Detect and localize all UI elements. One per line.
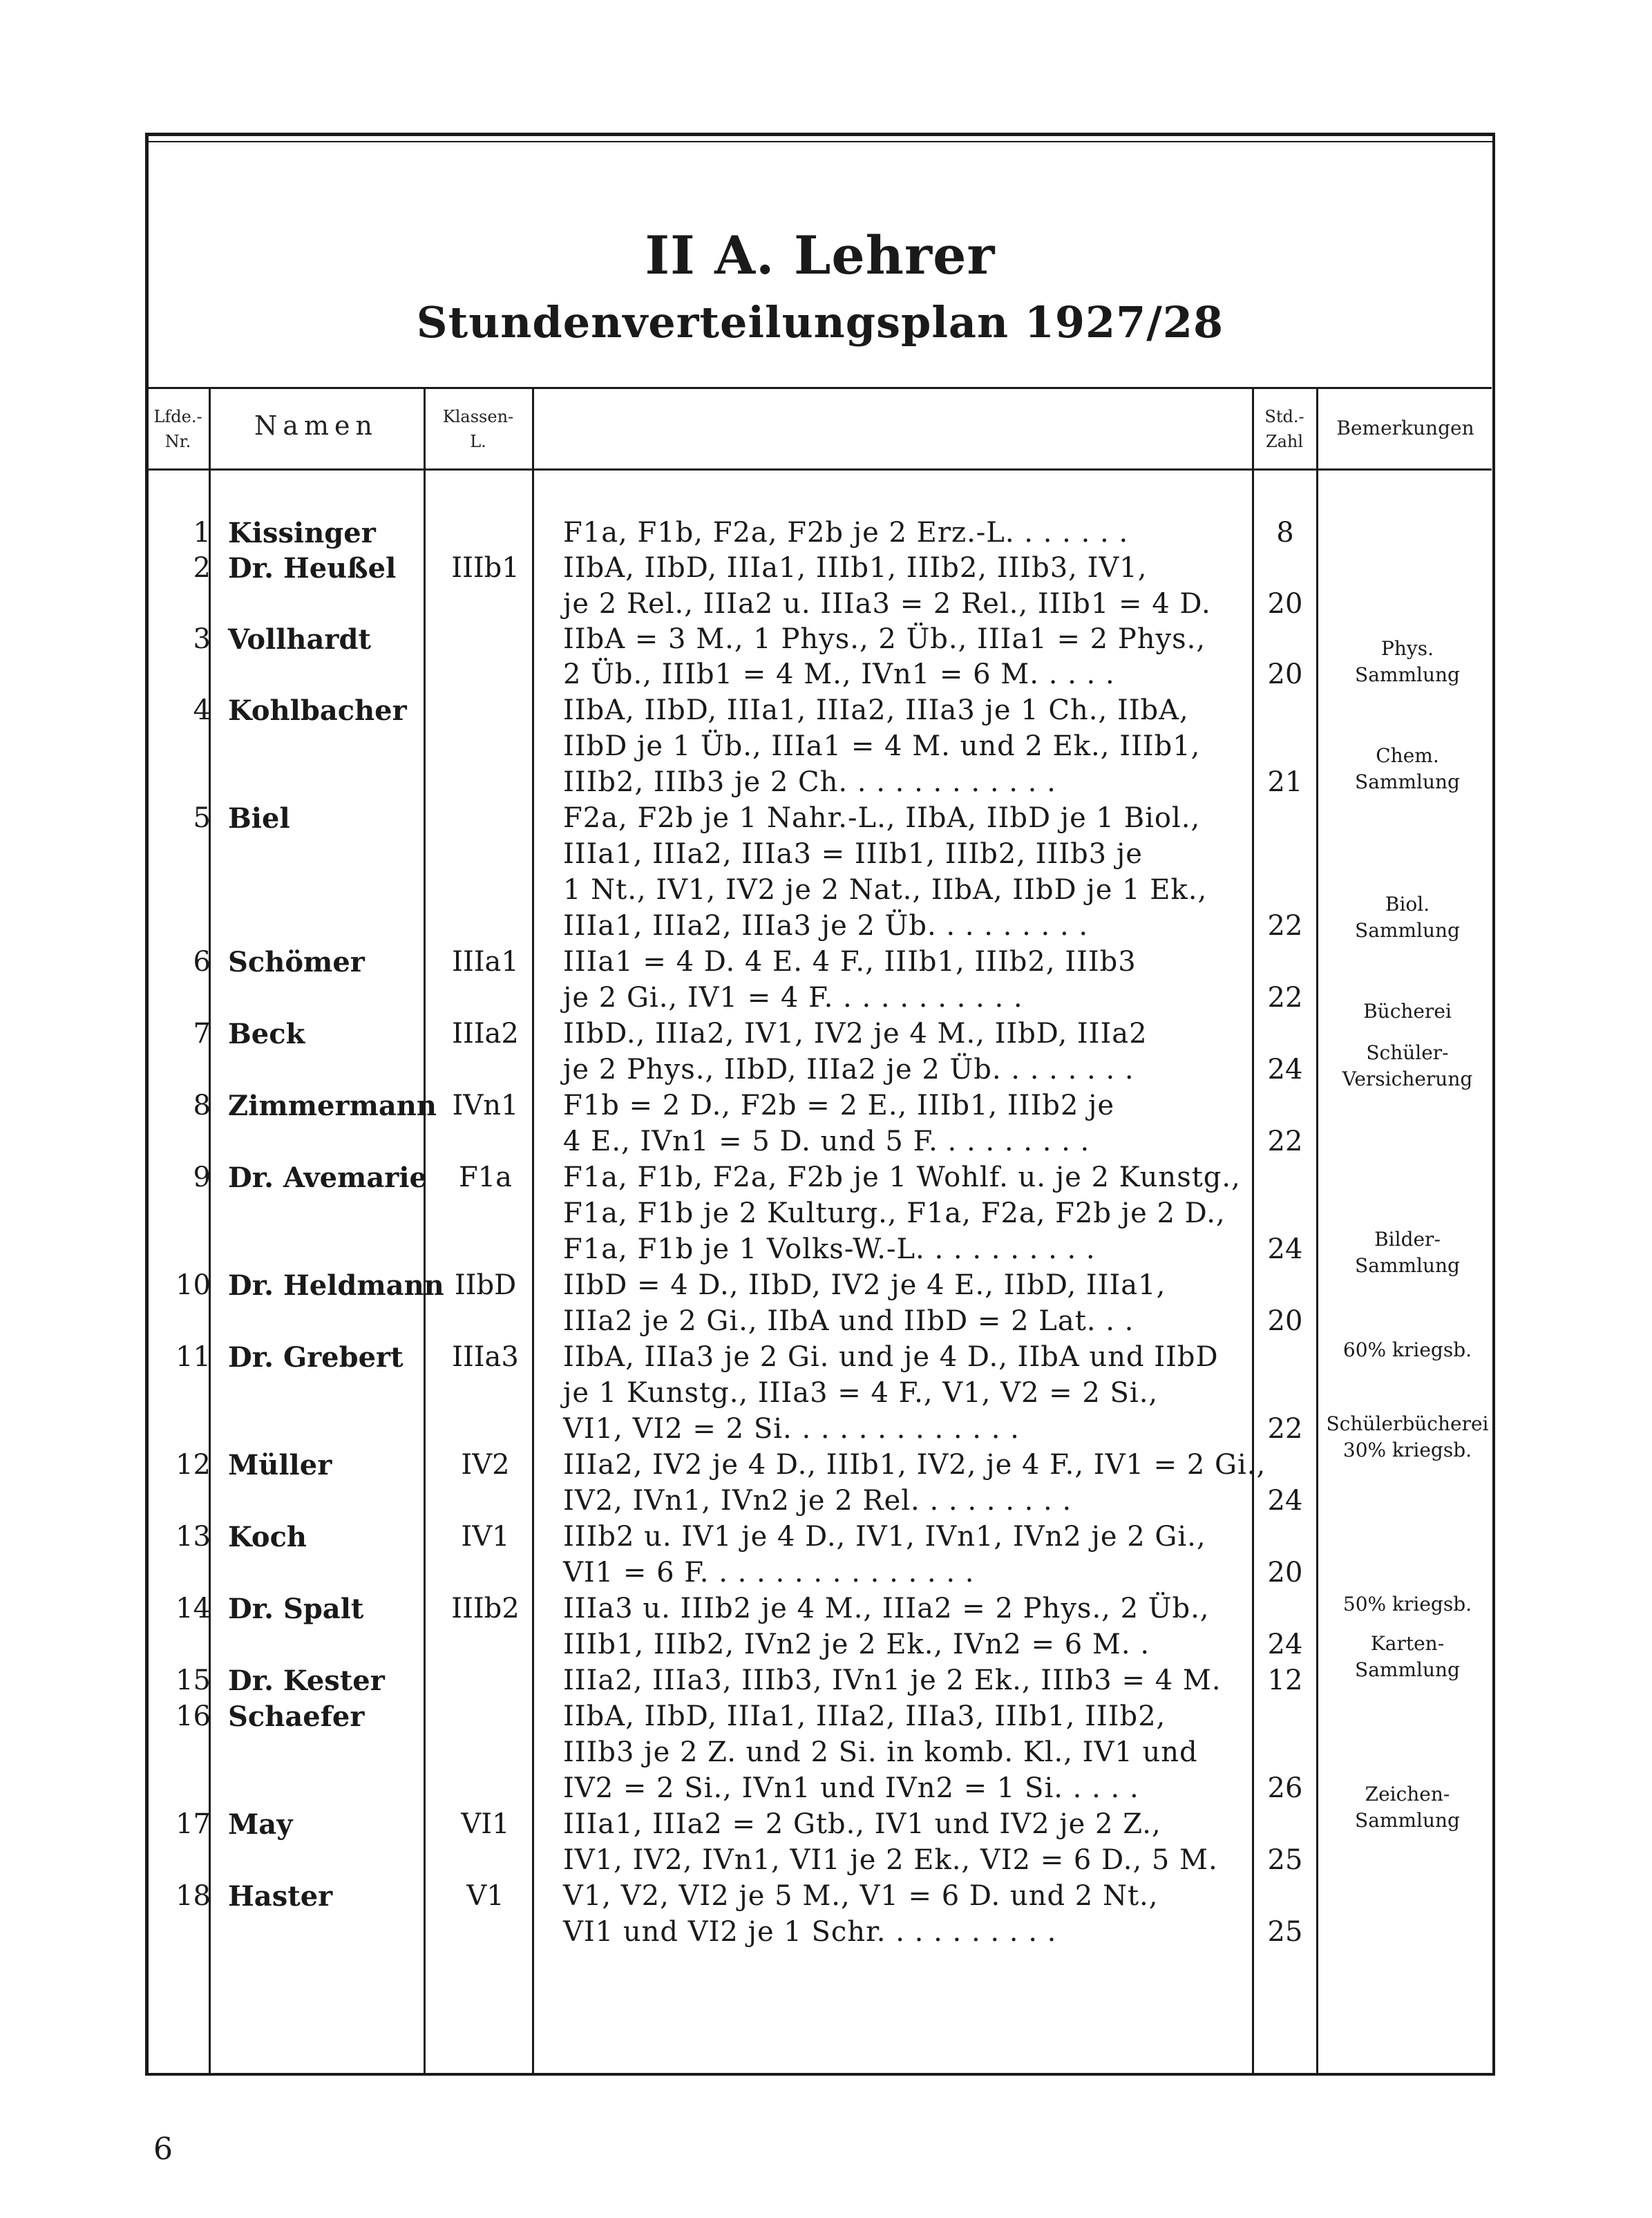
header-name: Namen (254, 410, 378, 441)
remark-note (1321, 743, 1494, 795)
teacher-name: Dr. Kester (228, 1665, 385, 1697)
row-number: 8 (193, 1090, 211, 1121)
assignment-line: F1b = 2 D., F2b = 2 E., IIIb1, IIIb2 je (563, 1090, 1115, 1121)
assignment-line: IIIa2, IIIa3, IIIb3, IVn1 je 2 Ek., IIIb3 = 4 M. (563, 1665, 1222, 1696)
assignment-line: IIbA, IIbD, IIIa1, IIIa2, IIIa3, IIIb1, IIIb2, (563, 1700, 1166, 1732)
assignment-line: IIIa1, IIIa2, IIIa3 = IIIb1, IIIb2, IIIb3 je (563, 838, 1143, 870)
frame-double-rule (145, 141, 1495, 142)
hours-count: 26 (1267, 1772, 1303, 1804)
remark-line: Chem. (1376, 744, 1439, 767)
assignment-line: IIbA, IIbD, IIIa1, IIIb1, IIIb2, IIIb3, IV1, (563, 552, 1148, 584)
row-number: 5 (193, 802, 211, 834)
class-teacher: IIIa2 (452, 1018, 519, 1050)
row-number: 6 (193, 946, 211, 978)
remark-note (1321, 1781, 1494, 1834)
row-number: 2 (193, 552, 211, 584)
teacher-name: Vollhardt (228, 623, 371, 656)
hours-count: 22 (1267, 1126, 1303, 1157)
remark-line: Sammlung (1355, 1254, 1460, 1277)
assignment-line: IV2 = 2 Si., IVn1 und IVn2 = 1 Si. . . . . (563, 1772, 1139, 1804)
teacher-name: Müller (228, 1449, 332, 1481)
remark-line: Schülerbücherei (1326, 1412, 1489, 1435)
assignment-line: F2a, F2b je 1 Nahr.-L., IIbA, IIbD je 1 Biol., (563, 802, 1201, 834)
teacher-name: Haster (228, 1880, 333, 1913)
assignment-line: IIIa1 = 4 D. 4 E. 4 F., IIIb1, IIIb2, IIIb3 (563, 946, 1137, 978)
remark-line: Sammlung (1355, 770, 1460, 793)
assignment-line: IIIa2, IV2 je 4 D., IIIb1, IV2, je 4 F., IV1 = 2 Gi., (563, 1449, 1266, 1481)
assignment-line: je 2 Phys., IIbD, IIIa2 je 2 Üb. . . . . . . . (563, 1054, 1134, 1086)
assignment-line: IIIb1, IIIb2, IVn2 je 2 Ek., IVn2 = 6 M. . (563, 1629, 1150, 1660)
assignment-line: IIbA, IIIa3 je 2 Gi. und je 4 D., IIbA und IIbD (563, 1341, 1219, 1373)
remark-line: Bilder- (1374, 1228, 1441, 1251)
remark-line: Bücherei (1363, 1000, 1452, 1023)
header-nr (149, 404, 207, 454)
teacher-name: Biel (228, 802, 290, 835)
assignment-line: F1a, F1b, F2a, F2b je 2 Erz.-L. . . . . . . (563, 517, 1129, 549)
assignment-line: F1a, F1b je 1 Volks-W.-L. . . . . . . . . . (563, 1233, 1096, 1265)
remark-line: Sammlung (1355, 663, 1460, 686)
remark-line: Biol. (1385, 893, 1430, 916)
remark-note (1321, 891, 1494, 944)
assignment-line: IIIa3 u. IIIb2 je 4 M., IIIa2 = 2 Phys., 2 Üb., (563, 1593, 1210, 1624)
hours-count: 24 (1267, 1233, 1303, 1265)
teacher-name: Dr. Heldmann (228, 1269, 444, 1302)
assignment-line: IIbD = 4 D., IIbD, IV2 je 4 E., IIbD, IIIa1, (563, 1269, 1166, 1301)
column-rule-class (532, 388, 534, 2074)
row-number: 4 (193, 694, 211, 726)
plan-title: Stundenverteilungsplan 1927/28 (416, 297, 1224, 348)
assignment-line: IIIa1, IIIa2 = 2 Gtb., IV1 und IV2 je 2 Z., (563, 1808, 1161, 1840)
remark-note (1321, 1411, 1494, 1463)
assignment-line: IIIb2 u. IV1 je 4 D., IV1, IVn1, IVn2 je 2 Gi., (563, 1521, 1206, 1553)
hours-count: 25 (1267, 1844, 1303, 1876)
teacher-name: Dr. Spalt (228, 1593, 364, 1625)
row-number: 17 (175, 1808, 211, 1840)
hours-count: 21 (1267, 766, 1303, 798)
assignment-line: IIIa1, IIIa2, IIIa3 je 2 Üb. . . . . . . . . (563, 910, 1089, 942)
class-teacher: IVn1 (452, 1090, 519, 1121)
teacher-name: Dr. Heußel (228, 552, 397, 585)
class-teacher: VI1 (461, 1808, 510, 1840)
assignment-line: 4 E., IVn1 = 5 D. und 5 F. . . . . . . . . (563, 1126, 1090, 1157)
assignment-line: VI1, VI2 = 2 Si. . . . . . . . . . . . . (563, 1413, 1020, 1445)
header-hours (1254, 404, 1315, 454)
class-teacher: V1 (466, 1880, 504, 1912)
assignment-line: je 2 Rel., IIIa2 u. IIIa3 = 2 Rel., IIIb1 = 4 D. (563, 588, 1211, 620)
page-number: 6 (153, 2132, 173, 2167)
teacher-name: Beck (228, 1018, 305, 1050)
teacher-name: Dr. Grebert (228, 1341, 403, 1374)
class-teacher: IIIb2 (451, 1593, 520, 1624)
hours-count: 20 (1267, 658, 1303, 690)
class-teacher: IIIb1 (451, 552, 520, 584)
assignment-line: IIbA = 3 M., 1 Phys., 2 Üb., IIIa1 = 2 Phys., (563, 623, 1206, 655)
remark-line: Phys. (1381, 637, 1434, 660)
header-hours-line-2: Zahl (1265, 432, 1304, 451)
header-top-rule (149, 387, 1492, 389)
remark-note (1321, 1631, 1494, 1683)
remark-note (1321, 1040, 1494, 1092)
section-title: II A. Lehrer (645, 225, 996, 286)
class-teacher: IIIa1 (452, 946, 519, 978)
header-remarks: Bemerkungen (1336, 417, 1474, 439)
assignment-line: IV2, IVn1, IVn2 je 2 Rel. . . . . . . . . (563, 1485, 1072, 1517)
class-teacher: IV2 (461, 1449, 510, 1481)
assignment-line: IIIb3 je 2 Z. und 2 Si. in komb. Kl., IV1 und (563, 1736, 1198, 1768)
remark-line: Sammlung (1355, 1809, 1460, 1832)
assignment-line: je 1 Kunstg., IIIa3 = 4 F., V1, V2 = 2 Si., (563, 1377, 1159, 1409)
header-class-line-2: L. (470, 432, 486, 451)
teacher-name: Dr. Avemarie (228, 1162, 428, 1194)
header-nr-line-1: Lfde.- (153, 407, 202, 426)
row-number: 16 (175, 1700, 211, 1732)
assignment-line: IV1, IV2, IVn1, VI1 je 2 Ek., VI2 = 6 D., 5 M. (563, 1844, 1218, 1876)
class-teacher: F1a (458, 1162, 513, 1193)
assignment-line: IIbD je 1 Üb., IIIa1 = 4 M. und 2 Ek., IIIb1, (563, 730, 1201, 762)
row-number: 13 (175, 1521, 211, 1553)
remark-note (1321, 636, 1494, 688)
remark-line: Schüler- (1366, 1041, 1449, 1064)
class-teacher: IIIa3 (452, 1341, 519, 1373)
teacher-name: Koch (228, 1521, 307, 1553)
assignment-line: V1, V2, VI2 je 5 M., V1 = 6 D. und 2 Nt., (563, 1880, 1159, 1912)
assignment-line: je 2 Gi., IV1 = 4 F. . . . . . . . . . . (563, 982, 1023, 1014)
header-nr-line-2: Nr. (164, 432, 191, 451)
hours-count: 24 (1267, 1054, 1303, 1086)
assignment-line: 2 Üb., IIIb1 = 4 M., IVn1 = 6 M. . . . . (563, 658, 1115, 690)
assignment-line: IIbA, IIbD, IIIa1, IIIa2, IIIa3 je 1 Ch., IIbA, (563, 694, 1189, 726)
remark-line: Sammlung (1355, 1658, 1460, 1681)
column-rule-name (424, 388, 426, 2074)
row-number: 11 (175, 1341, 211, 1373)
remark-line: Sammlung (1355, 919, 1460, 942)
assignment-line: VI1 = 6 F. . . . . . . . . . . . . . . (563, 1557, 975, 1589)
hours-count: 20 (1267, 588, 1303, 620)
hours-count: 8 (1276, 517, 1294, 549)
hours-count: 22 (1267, 982, 1303, 1014)
remark-note (1321, 1591, 1494, 1618)
hours-count: 22 (1267, 910, 1303, 942)
row-number: 10 (175, 1269, 211, 1301)
remark-line: Versicherung (1342, 1068, 1473, 1090)
hours-count: 12 (1267, 1665, 1303, 1696)
hours-count: 24 (1267, 1629, 1303, 1660)
remark-line: 30% kriegsb. (1342, 1439, 1472, 1461)
remark-line: Karten- (1370, 1632, 1445, 1655)
class-teacher: IIbD (454, 1269, 517, 1301)
row-number: 18 (175, 1880, 211, 1912)
row-number: 3 (193, 623, 211, 655)
assignment-line: 1 Nt., IV1, IV2 je 2 Nat., IIbA, IIbD je 1 Ek., (563, 874, 1208, 906)
row-number: 14 (175, 1593, 211, 1624)
teacher-name: Schömer (228, 946, 365, 978)
remark-line: Zeichen- (1365, 1783, 1450, 1805)
remark-note (1321, 1226, 1494, 1279)
remark-line: 50% kriegsb. (1342, 1593, 1472, 1615)
row-number: 15 (175, 1665, 211, 1696)
hours-count: 20 (1267, 1557, 1303, 1589)
remark-note (1321, 1337, 1494, 1363)
assignment-line: IIIa2 je 2 Gi., IIbA und IIbD = 2 Lat. . . (563, 1305, 1134, 1337)
hours-count: 24 (1267, 1485, 1303, 1517)
assignment-line: IIbD., IIIa2, IV1, IV2 je 4 M., IIbD, IIIa2 (563, 1018, 1148, 1050)
assignment-line: F1a, F1b, F2a, F2b je 1 Wohlf. u. je 2 Kunstg., (563, 1162, 1241, 1193)
remark-line: 60% kriegsb. (1342, 1338, 1472, 1361)
row-number: 7 (193, 1018, 211, 1050)
row-number: 12 (175, 1449, 211, 1481)
assignment-line: VI1 und VI2 je 1 Schr. . . . . . . . . . (563, 1916, 1057, 1948)
row-number: 1 (193, 517, 211, 549)
teacher-name: Zimmermann (228, 1090, 437, 1122)
hours-count: 25 (1267, 1916, 1303, 1948)
row-number: 9 (193, 1162, 211, 1193)
header-hours-line-1: Std.- (1264, 407, 1304, 426)
header-class (426, 404, 531, 454)
teacher-name: Kissinger (228, 517, 376, 549)
header-bottom-rule (149, 468, 1492, 471)
assignment-line: F1a, F1b je 2 Kulturg., F1a, F2a, F2b je 2 D., (563, 1197, 1226, 1229)
teacher-name: May (228, 1808, 293, 1841)
teacher-name: Schaefer (228, 1700, 365, 1733)
hours-count: 20 (1267, 1305, 1303, 1337)
remark-note (1321, 998, 1494, 1025)
class-teacher: IV1 (461, 1521, 510, 1553)
hours-count: 22 (1267, 1413, 1303, 1445)
assignment-line: IIIb2, IIIb3 je 2 Ch. . . . . . . . . . . . (563, 766, 1056, 798)
teacher-name: Kohlbacher (228, 694, 407, 727)
header-class-line-1: Klassen- (442, 407, 514, 426)
